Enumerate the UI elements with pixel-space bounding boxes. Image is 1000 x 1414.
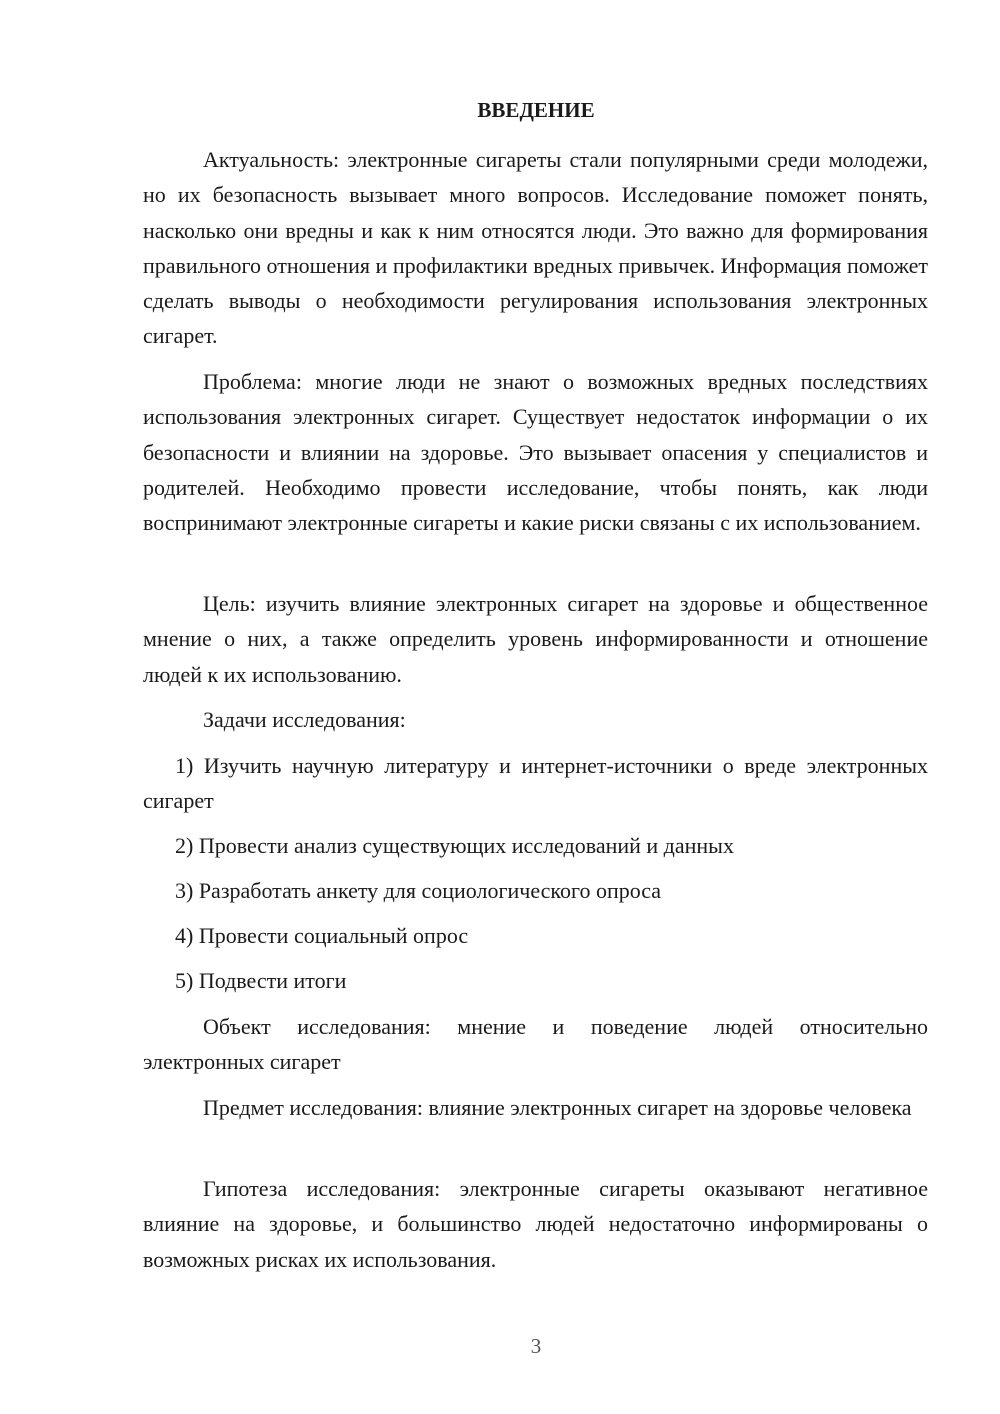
page-title: ВВЕДЕНИЕ (477, 98, 595, 122)
subject-text: Предмет исследования: влияние электронных сигарет на здоровье человека (203, 1095, 912, 1120)
object-text: Объект исследования: мнение и поведение людей относительно электронных сигарет (143, 1014, 928, 1075)
relevance-paragraph (143, 142, 928, 354)
list-item: 1) Изучить научную литературу и интернет-источники о вреде электронных сигарет (143, 753, 928, 814)
list-item: 4) Провести социальный опрос (175, 923, 469, 948)
list-item: 3) Разработать анкету для социологического опроса (175, 878, 662, 903)
tasks-heading-text: Задачи исследования: (203, 707, 406, 732)
subject-paragraph (143, 1090, 928, 1125)
problem-text: Проблема: многие люди не знают о возможных вредных последствиях использования электронных сигарет. Существует недостаток информации о их безопасности и влиянии на здоровье. Это вызывает опасения у специалистов и родителей. Необходимо провести исследование, чтобы понять, как люди воспринимают электронные сигареты и какие риски связаны с их использованием. (143, 369, 928, 536)
hypothesis-paragraph (143, 1171, 928, 1277)
relevance-text: Актуальность: электронные сигареты стали популярными среди молодежи, но их безопасность вызывает много вопросов. Исследование поможет понять, насколько они вредны и как к ним относятся люди. Это важно для формирования правильного отношения и профилактики вредных привычек. Информация поможет сделать выводы о необходимости регулирования использования электронных сигарет. (143, 147, 928, 349)
problem-paragraph (143, 364, 928, 540)
list-item: 5) Подвести итоги (175, 968, 347, 993)
goal-text: Цель: изучить влияние электронных сигарет на здоровье и общественное мнение о них, а также определить уровень информированности и отношение людей к их использованию. (143, 591, 928, 687)
page-number: 3 (530, 1334, 542, 1358)
tasks-heading (143, 702, 928, 737)
hypothesis-text: Гипотеза исследования: электронные сигареты оказывают негативное влияние на здоровье, и большинство людей недостаточно информированы о возможных рисках их использования. (143, 1176, 928, 1272)
goal-paragraph (143, 586, 928, 692)
object-paragraph (143, 1009, 928, 1080)
list-item: 2) Провести анализ существующих исследований и данных (175, 833, 734, 858)
